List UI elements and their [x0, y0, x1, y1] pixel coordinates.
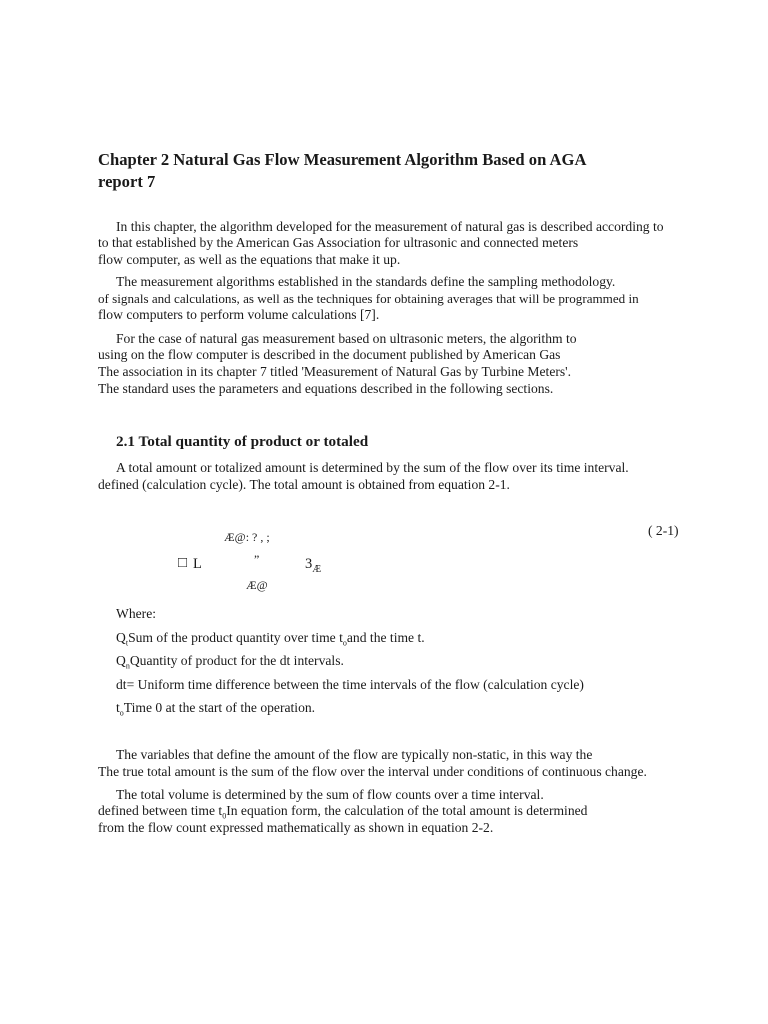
where-item-to	[116, 700, 315, 722]
closing-p2-line-2-tail: In equation form, the calculation of the total amount is determined	[226, 803, 588, 818]
intro-p1-line-1: In this chapter, the algorithm developed for the measurement of natural gas is described according to	[116, 219, 664, 234]
equation-lhs-glyph: □	[178, 555, 188, 571]
where-item-qt-text: Sum of the product quantity over time t	[128, 630, 343, 645]
intro-p2-line-2: of signals and calculations, as well as the techniques for obtaining averages that will be programmed in	[98, 291, 639, 306]
closing-p2-line-2-subscript: 0	[222, 811, 227, 821]
where-item-qt-subscript-2: o	[342, 638, 347, 648]
section-para-line-2: defined (calculation cycle). The total amount is obtained from equation 2-1.	[98, 477, 510, 492]
where-item-qt-subscript: t	[125, 638, 129, 648]
intro-p3-line-1: For the case of natural gas measurement based on ultrasonic meters, the algorithm to	[116, 331, 577, 346]
where-item-qn-text: Quantity of product for the dt intervals.	[129, 653, 344, 668]
intro-p1-line-2: to that established by the American Gas Association for ultrasonic and connected meters	[98, 235, 579, 250]
where-item-dt-text: = Uniform time difference between the time intervals of the flow (calculation cycle)	[126, 677, 584, 692]
chapter-title-line-1: Chapter 2 Natural Gas Flow Measurement Algorithm Based on AGA	[98, 150, 587, 169]
intro-p3-line-2: using on the flow computer is described in the document published by American Gas	[98, 347, 561, 362]
closing-p1-line-1: The variables that define the amount of the flow are typically non-static, in this way the	[116, 747, 593, 762]
intro-p1-line-3: flow computer, as well as the equations that make it up.	[98, 252, 401, 267]
closing-p2-line-2-head: defined between time t	[98, 803, 223, 818]
closing-p1-line-2: The true total amount is the sum of the flow over the interval under conditions of continuous change.	[98, 764, 647, 779]
closing-p2-line-3: from the flow count expressed mathematically as shown in equation 2-2.	[98, 820, 494, 835]
intro-p2-line-1: The measurement algorithms established in the standards define the sampling methodology.	[116, 274, 616, 289]
equation-integrand-subscript: Æ	[312, 563, 322, 575]
equation-number: ( 2-1)	[648, 523, 679, 538]
where-item-qt-symbol: Q	[116, 630, 126, 645]
where-item-qt-tail: and the time t.	[346, 630, 425, 645]
equation-integral-mark: ”	[254, 552, 260, 566]
where-item-qt	[116, 630, 425, 652]
where-item-dt	[116, 677, 584, 693]
equation-lower-limit: Æ@	[246, 578, 268, 592]
intro-p2-line-3: flow computers to perform volume calculations [7].	[98, 307, 380, 322]
where-item-qn-symbol: Q	[116, 653, 126, 668]
where-item-qn	[116, 653, 344, 675]
where-item-dt-symbol: dt	[116, 677, 127, 692]
equation-upper-limit: Æ@: ? , ;	[224, 530, 270, 544]
where-item-qn-subscript: n	[125, 661, 130, 671]
equation-integrand-symbol: 3	[305, 556, 313, 572]
intro-p3-line-4: The standard uses the parameters and equations described in the following sections.	[98, 381, 554, 396]
closing-p2-line-1: The total volume is determined by the sum of flow counts over a time interval.	[116, 787, 544, 802]
where-label: Where:	[116, 606, 156, 621]
equation-integrand	[305, 556, 321, 575]
chapter-title-line-2: report 7	[98, 172, 156, 191]
equation-lhs-operator: L	[193, 556, 202, 572]
intro-p3-line-3: The association in its chapter 7 titled 'Measurement of Natural Gas by Turbine Meters'.	[98, 364, 572, 379]
where-item-to-symbol: t	[116, 700, 120, 715]
where-item-to-subscript: o	[119, 708, 124, 718]
section-title: 2.1 Total quantity of product or totaled	[116, 433, 369, 450]
section-para-line-1: A total amount or totalized amount is determined by the sum of the flow over its time interval.	[116, 460, 629, 475]
where-item-to-text: Time 0 at the start of the operation.	[123, 700, 316, 715]
